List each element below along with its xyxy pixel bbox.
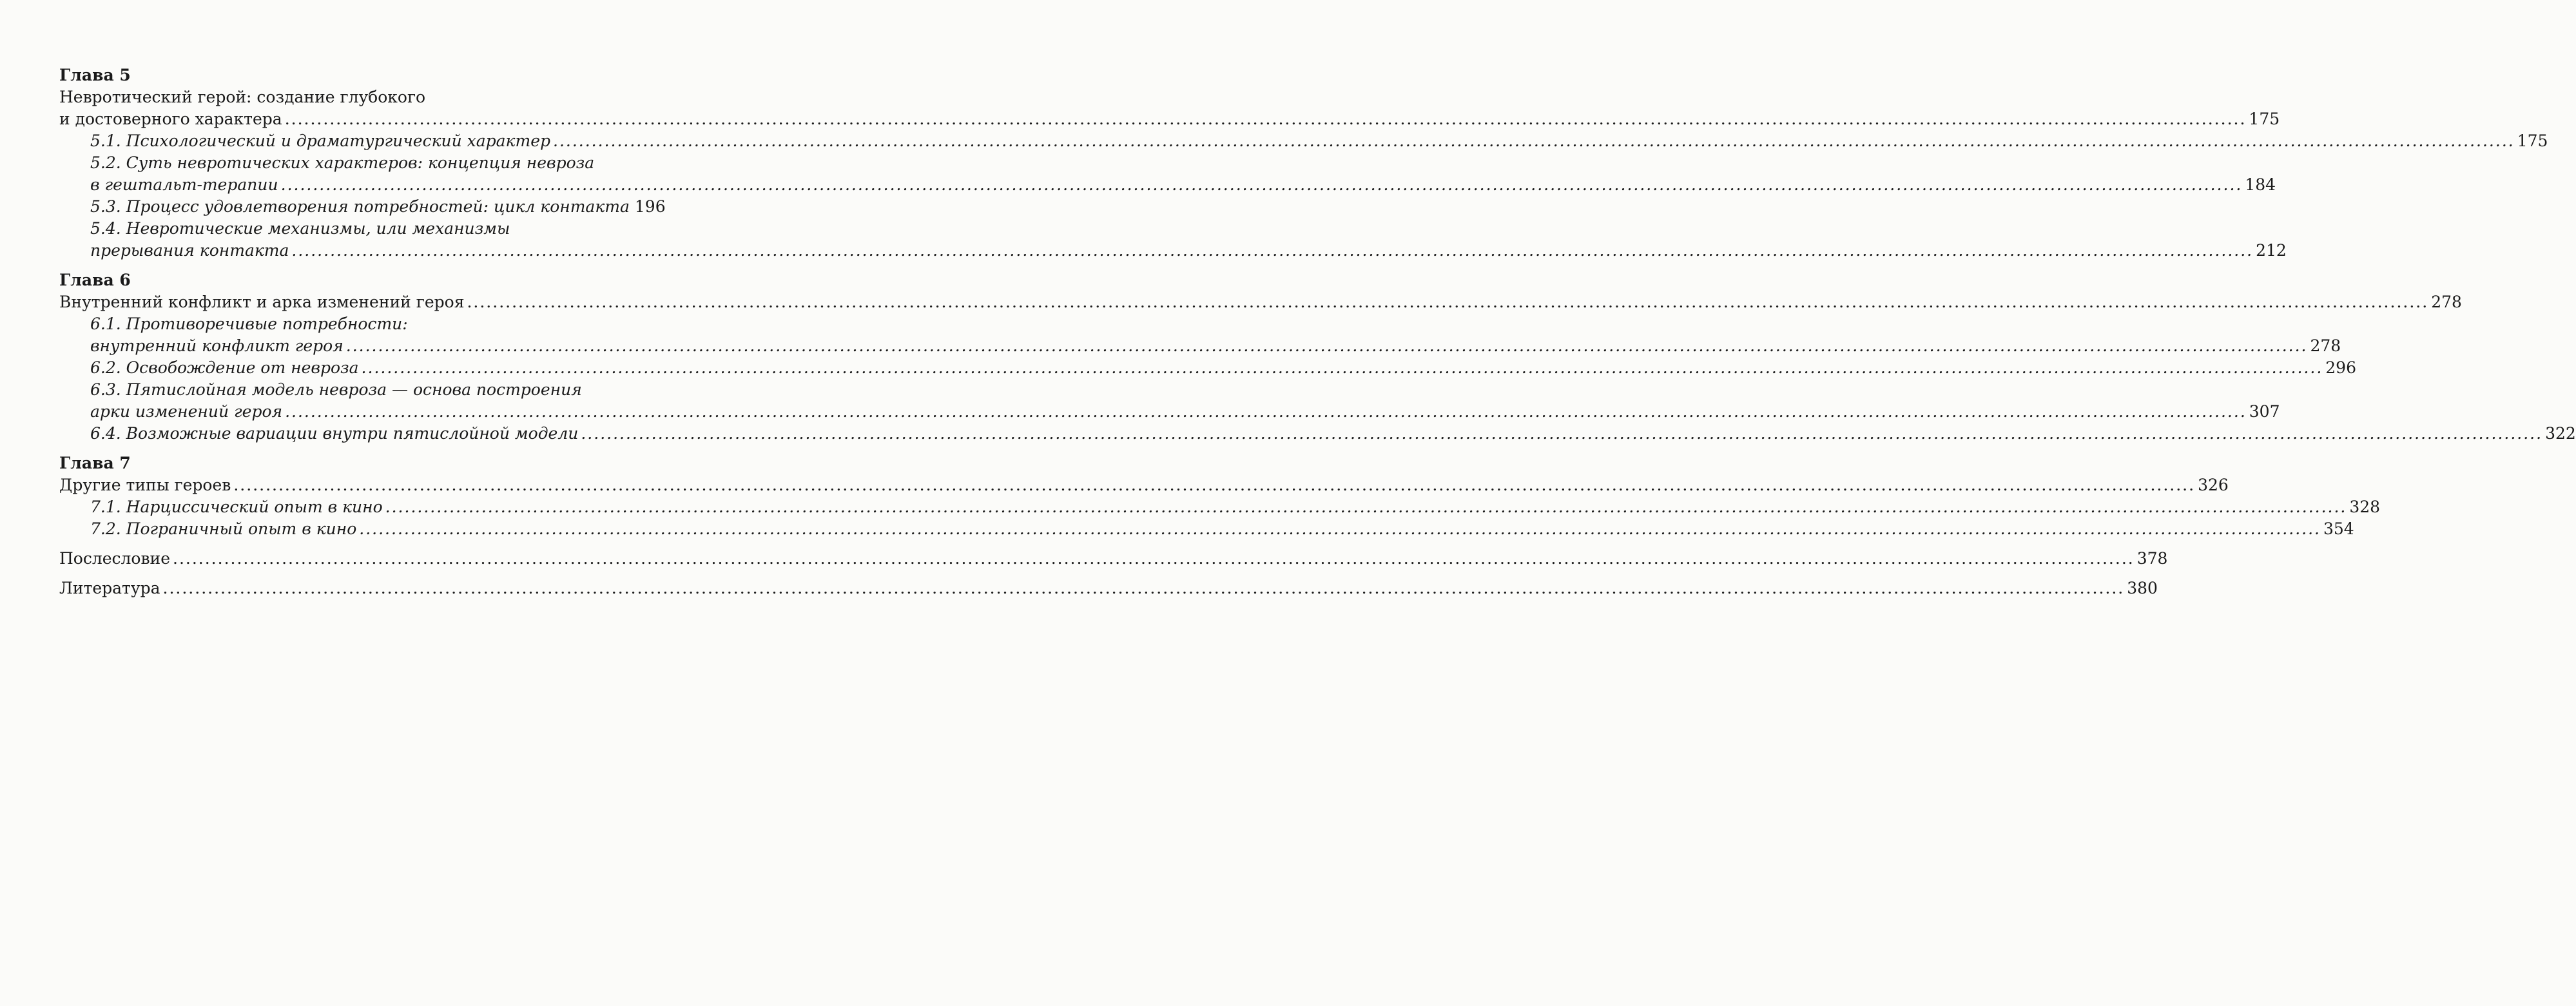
leader-dots <box>346 335 2308 357</box>
toc-subentry <box>59 496 2381 518</box>
page-number: 278 <box>2310 336 2341 355</box>
table-of-contents <box>59 64 2576 599</box>
leader-dots <box>285 108 2247 130</box>
entry-title: Внутренний конфликт и арка изменений героя <box>59 293 465 311</box>
page-number: 175 <box>2517 131 2548 150</box>
page-number: 175 <box>2249 110 2280 128</box>
leader-dots <box>362 357 2323 379</box>
page-number: 326 <box>2198 476 2229 494</box>
leader-dots <box>581 423 2542 445</box>
page-number: 196 <box>634 197 666 216</box>
subentry-title-line1: 5.4. Невротические механизмы, или механизмы <box>90 219 510 238</box>
toc-subentry <box>59 130 2548 152</box>
page-number: 380 <box>2127 579 2158 597</box>
subentry-title-line2: внутренний конфликт героя <box>90 336 344 355</box>
subentry-title-line1: 5.2. Суть невротических характеров: концепция невроза <box>90 153 595 172</box>
page-number: 322 <box>2545 424 2576 443</box>
leader-dots <box>285 401 2247 423</box>
entry-title: Послесловие <box>59 549 170 568</box>
chapter-heading: Глава 5 <box>59 66 131 84</box>
toc-subentry <box>59 313 2341 357</box>
subentry-title: 5.1. Психологический и драматургический характер <box>90 131 550 150</box>
subentry-title: 6.2. Освобождение от невроза <box>90 358 359 377</box>
page-number: 296 <box>2325 358 2356 377</box>
toc-entry <box>59 474 2229 496</box>
subentry-title: 6.4. Возможные вариации внутри пятислойной модели <box>90 424 579 443</box>
section-gap <box>59 570 623 577</box>
subentry-title: 7.2. Пограничный опыт в кино <box>90 519 357 538</box>
subentry-title: 5.3. Процесс удовлетворения потребностей: цикл контакта <box>90 197 630 216</box>
page-number: 378 <box>2136 549 2168 568</box>
entry-title: Другие типы героев <box>59 476 231 494</box>
toc-entry-afterword <box>59 548 2168 570</box>
leader-dots <box>359 518 2321 540</box>
leader-dots <box>385 496 2347 518</box>
toc-subentry <box>59 152 2276 196</box>
toc-entry <box>59 291 2462 313</box>
chapter-heading: Глава 7 <box>59 454 131 472</box>
leader-dots <box>281 174 2243 196</box>
toc-subentry <box>59 518 2354 540</box>
subentry-title-line2: арки изменений героя <box>90 402 283 421</box>
page-number: 212 <box>2256 241 2287 260</box>
leader-dots <box>467 291 2428 313</box>
toc-subentry <box>59 379 2280 423</box>
entry-title: Литература <box>59 579 160 597</box>
subentry-title-line1: 6.3. Пятислойная модель невроза — основа построения <box>90 380 582 399</box>
leader-dots <box>233 474 2195 496</box>
entry-title-line1: Невротический герой: создание глубокого <box>59 88 426 106</box>
page-number: 354 <box>2323 519 2354 538</box>
subentry-title: 7.1. Нарциссический опыт в кино <box>90 498 383 516</box>
toc-subentry <box>59 218 2287 262</box>
page-number: 184 <box>2245 175 2276 194</box>
chapter-heading: Глава 6 <box>59 271 131 289</box>
leader-dots <box>553 130 2515 152</box>
subentry-title-line1: 6.1. Противоречивые потребности: <box>90 314 408 333</box>
toc-entry <box>59 86 2280 130</box>
toc-subentry <box>59 196 666 218</box>
toc-subentry <box>59 357 2356 379</box>
entry-title-line2: и достоверного характера <box>59 110 282 128</box>
leader-dots <box>173 548 2135 570</box>
leader-dots <box>291 240 2253 262</box>
page-number: 278 <box>2431 293 2462 311</box>
subentry-title-line2: прерывания контакта <box>90 241 289 260</box>
subentry-title-line2: в гештальт-терапии <box>90 175 278 194</box>
leader-dots <box>163 577 2125 599</box>
toc-entry-literature <box>59 577 2158 599</box>
page-number: 307 <box>2249 402 2280 421</box>
toc-subentry <box>59 423 2576 445</box>
page-number: 328 <box>2349 498 2381 516</box>
section-gap <box>59 540 623 548</box>
